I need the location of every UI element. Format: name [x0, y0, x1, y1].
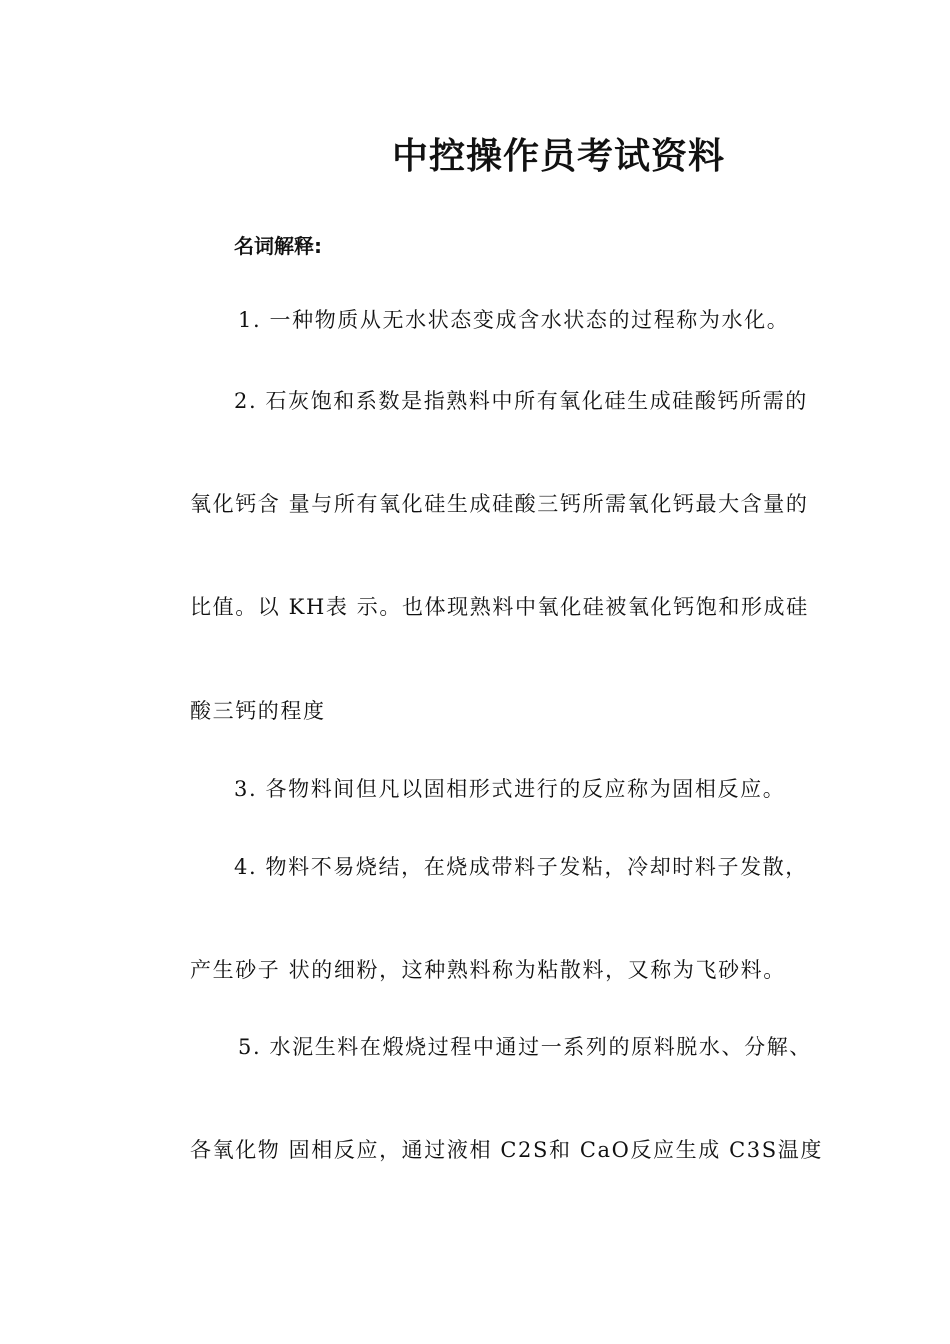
text-line: 5. 水泥生料在煅烧过程中通过一系列的原料脱水、分解、 [238, 1035, 812, 1059]
text-line: 4. 物料不易烧结，在烧成带料子发粘，冷却时料子发散， [234, 855, 808, 879]
text-line: 产生砂子 状的细粉，这种熟料称为粘散料，又称为飞砂料。 [190, 958, 786, 982]
text-line: 2. 石灰饱和系数是指熟料中所有氧化硅生成硅酸钙所需的 [234, 389, 808, 413]
text-line: 比值。以 KH表 示。也体现熟料中氧化硅被氧化钙饱和形成硅 [190, 595, 809, 619]
document-title: 中控操作员考试资料 [392, 136, 726, 177]
text-line: 各氧化物 固相反应，通过液相 C2S和 CaO反应生成 C3S温度 [190, 1138, 823, 1162]
text-line: 3. 各物料间但凡以固相形式进行的反应称为固相反应。 [234, 777, 786, 801]
section-heading: 名词解释: [234, 234, 322, 258]
text-line: 1. 一种物质从无水状态变成含水状态的过程称为水化。 [238, 308, 790, 332]
text-line: 酸三钙的程度 [190, 699, 326, 723]
text-line: 氧化钙含 量与所有氧化硅生成硅酸三钙所需氧化钙最大含量的 [190, 492, 809, 516]
